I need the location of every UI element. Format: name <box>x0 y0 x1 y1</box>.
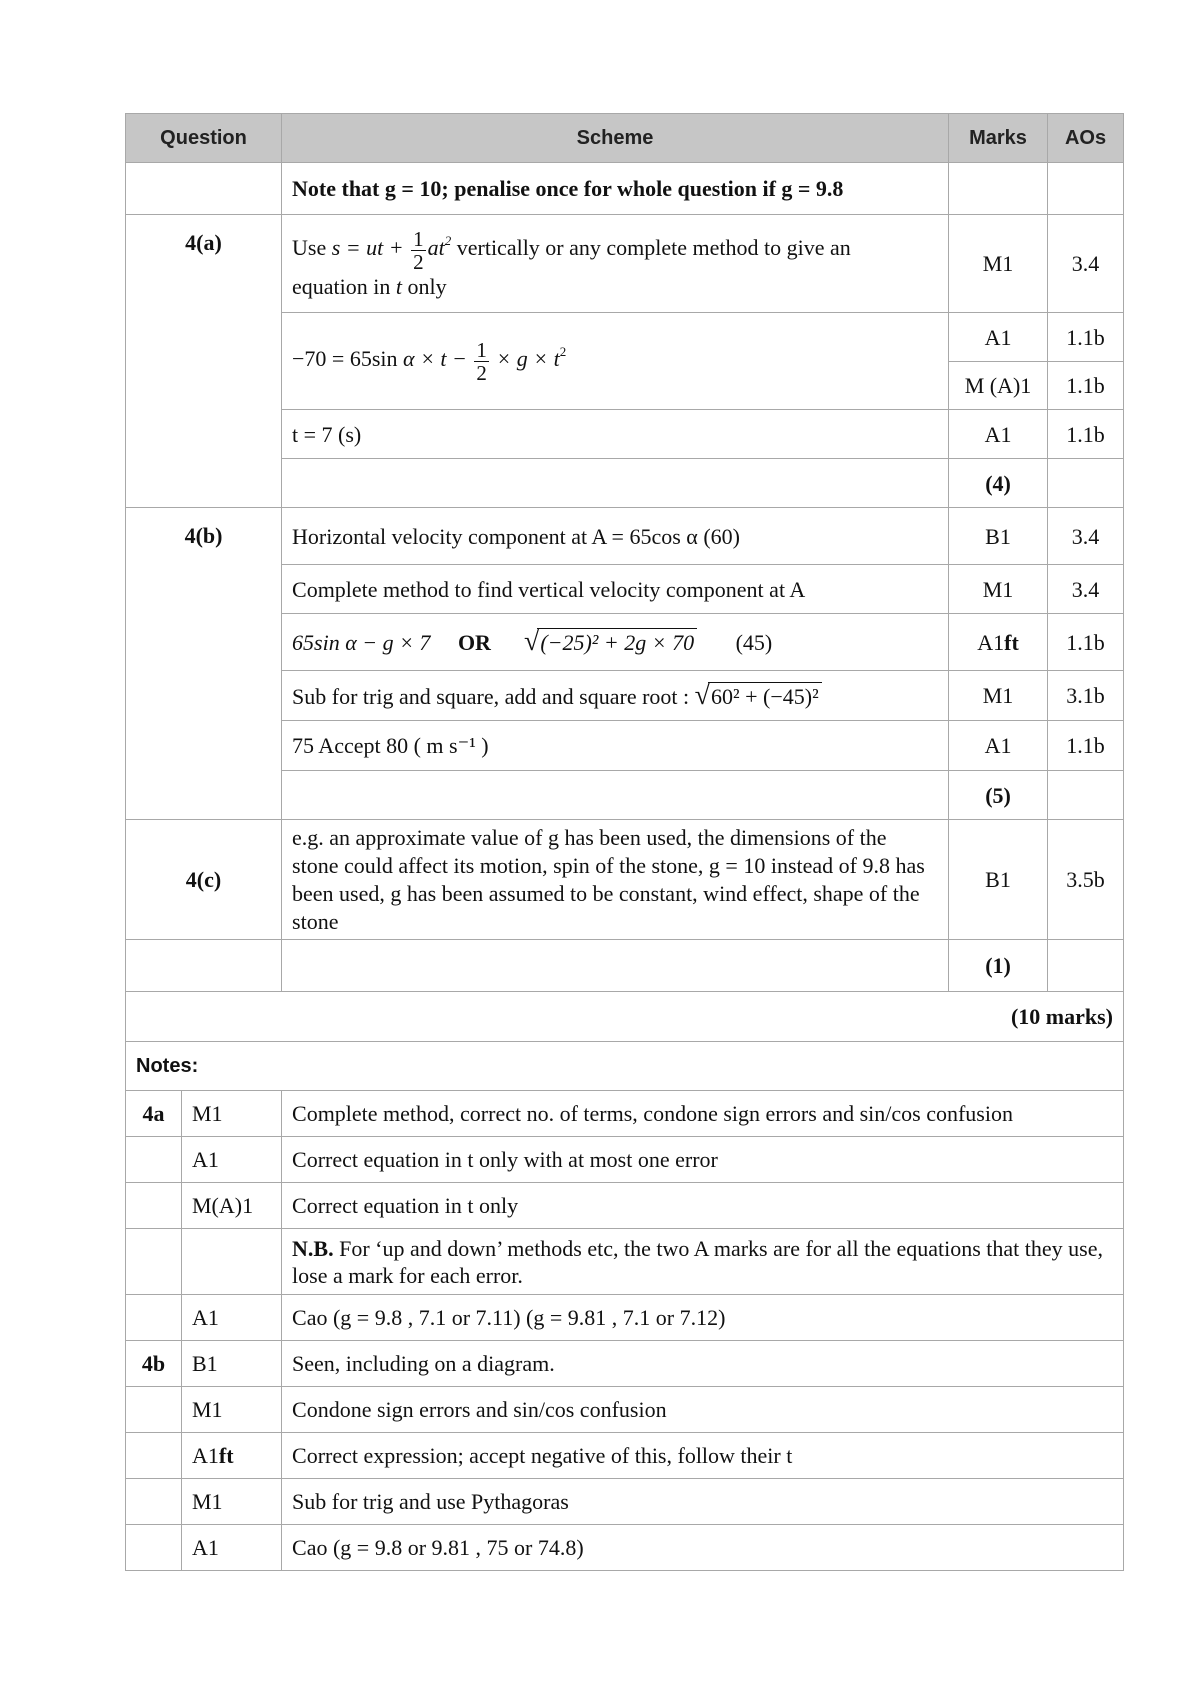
q4b-label: 4(b) <box>126 508 282 820</box>
suvat-formula: s = ut + $\frac{1}{2}$ $at^2$ <box>331 226 452 274</box>
q4b-row-5: 75 Accept 80 ( m s⁻¹ ) A1 1.1b <box>126 721 1124 771</box>
note-row-1: 4a M1 Complete method, correct no. of terms, condone sign errors and sin/cos confusion <box>126 1091 1124 1137</box>
note-text: Note that g = 10; penalise once for whole question if g = 9.8 <box>282 163 949 215</box>
q4c-label: 4(c) <box>126 820 282 940</box>
q4b-row-4: Sub for trig and square, add and square root : √60² + (−45)² M1 3.1b <box>126 671 1124 721</box>
q4a-row-3: M (A)1 1.1b <box>126 362 1124 410</box>
q4a-total: (4) <box>949 459 1048 508</box>
q4c-total: (1) <box>949 940 1048 992</box>
note-row-7: M1 Condone sign errors and sin/cos confusion <box>126 1387 1124 1433</box>
q4a-row-4: t = 7 (s) A1 1.1b <box>126 410 1124 459</box>
note-row-6: 4b B1 Seen, including on a diagram. <box>126 1341 1124 1387</box>
q4b-row-1: 4(b) Horizontal velocity component at A = 65cos α (60) B1 3.4 <box>126 508 1124 565</box>
q4a-method: Use s = ut + $\frac{1}{2}$ $at^2$ vertically or any complete method to give an equation in t only <box>282 215 949 313</box>
header-marks: Marks <box>949 114 1048 163</box>
header-question: Question <box>126 114 282 163</box>
notes-title: Notes: <box>126 1042 1124 1091</box>
q4a-equation: −70 = 65sin α × t − $\frac{1}{2}$ × $g \times t^2$ <box>282 313 949 410</box>
notes-title-row <box>126 1042 1124 1091</box>
header-row <box>126 114 1124 163</box>
q4b-vertical-expression: 65sin α − g × 7 OR √(−25)² + 2g × 70 (45) <box>282 614 949 671</box>
note-row <box>126 163 1124 215</box>
grand-total-row <box>126 992 1124 1042</box>
note-row-3: M(A)1 Correct equation in t only <box>126 1183 1124 1229</box>
q4b-row-3: 65sin α − g × 7 OR √(−25)² + 2g × 70 (45) A1ft 1.1b <box>126 614 1124 671</box>
note-row-2: A1 Correct equation in t only with at most one error <box>126 1137 1124 1183</box>
header-scheme: Scheme <box>282 114 949 163</box>
q4a-row-2: −70 = 65sin α × t − $\frac{1}{2}$ × $g \times t^2$ A1 1.1b <box>126 313 1124 362</box>
note-row-8: A1ft Correct expression; accept negative of this, follow their t <box>126 1433 1124 1479</box>
q4a-label: 4(a) <box>126 215 282 508</box>
mark-scheme-table <box>125 113 1124 1571</box>
q4b-row-2: Complete method to find vertical velocity component at A M1 3.4 <box>126 565 1124 614</box>
note-row-4: N.B. For ‘up and down’ methods etc, the two A marks are for all the equations that they use, lose a mark for each error. <box>126 1229 1124 1295</box>
q4a-row-1: 4(a) Use s = ut + $\frac{1}{2}$ $at^2$ vertically or any complete method to give an equation in t only M1 3.4 <box>126 215 1124 313</box>
q4c-row: 4(c) e.g. an approximate value of g has been used, the dimensions of the stone could affect its motion, spin of the stone, g = 10 instead of 9.8 has been used, g has been assumed to be constant, wind effect, shape of the stone B1 3.5b <box>126 820 1124 940</box>
grand-total: (10 marks) <box>126 992 1124 1042</box>
q4c-total-row <box>126 940 1124 992</box>
q4c-text: e.g. an approximate value of g has been used, the dimensions of the stone could affect its motion, spin of the stone, g = 10 instead of 9.8 has been used, g has been assumed to be constant, wind effect, shape of the stone <box>282 820 949 940</box>
note-row-5: A1 Cao (g = 9.8 , 7.1 or 7.11) (g = 9.81 , 7.1 or 7.12) <box>126 1295 1124 1341</box>
q4a-answer: t = 7 (s) <box>282 410 949 459</box>
note-row-9: M1 Sub for trig and use Pythagoras <box>126 1479 1124 1525</box>
header-aos: AOs <box>1048 114 1124 163</box>
q4b-total: (5) <box>949 771 1048 820</box>
note-row-10: A1 Cao (g = 9.8 or 9.81 , 75 or 74.8) <box>126 1525 1124 1571</box>
